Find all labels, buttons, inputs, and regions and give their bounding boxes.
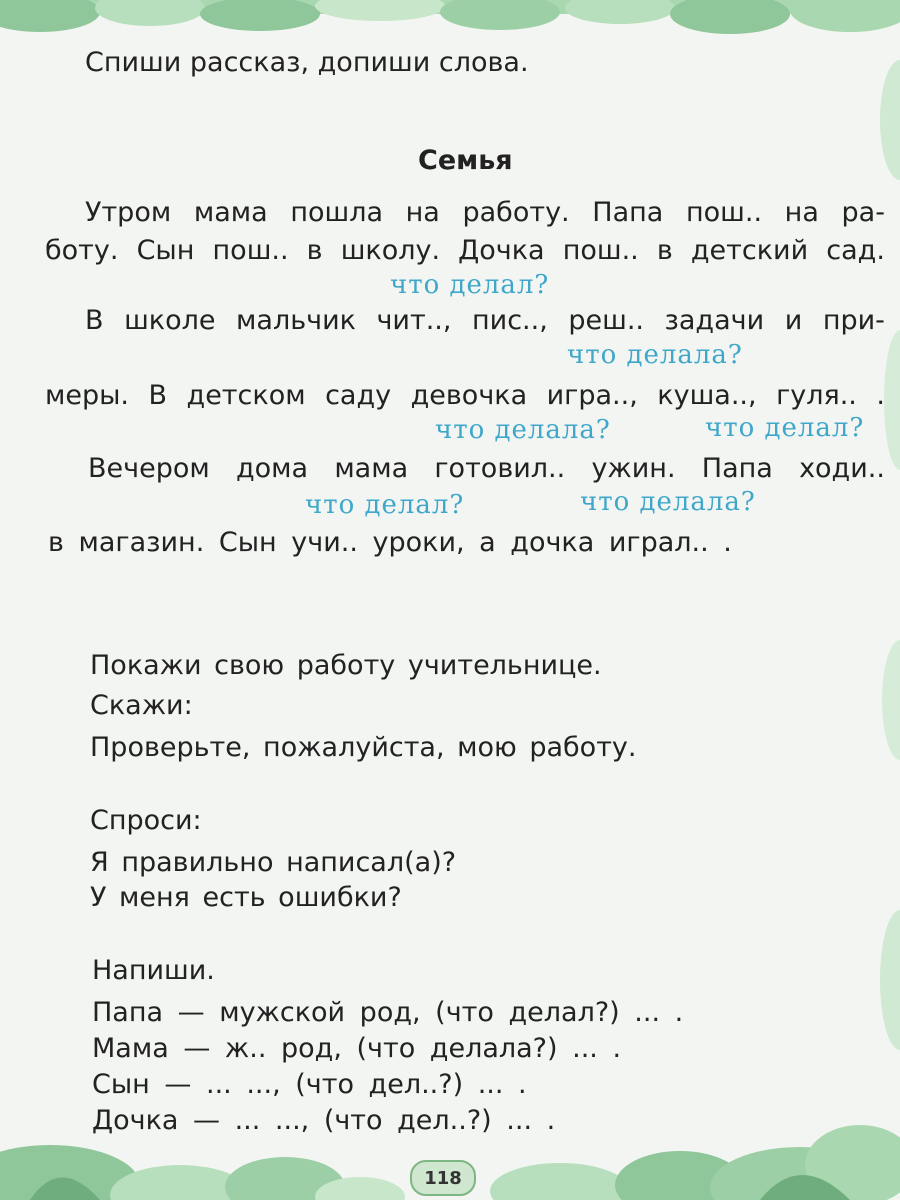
show-instruction: Покажи свою работу учительнице. xyxy=(90,650,602,681)
say-text: Проверьте, пожалуйста, мою работу. xyxy=(90,732,637,763)
word: ра- xyxy=(841,197,885,228)
word: В xyxy=(85,305,104,336)
word: и xyxy=(784,305,803,336)
word: Утром xyxy=(85,197,172,228)
word: Папа xyxy=(592,197,664,228)
word: мама xyxy=(334,453,409,484)
word: готовил.. xyxy=(434,453,566,484)
page-number: 118 xyxy=(410,1160,476,1196)
word: чит.., xyxy=(376,305,452,336)
hint-what-did-she: что делала? xyxy=(435,415,611,445)
word: боту. xyxy=(45,235,119,266)
word: детский xyxy=(690,235,809,266)
hint-what-did-he: что делал? xyxy=(390,270,550,300)
word: в xyxy=(656,235,673,266)
word: девочка xyxy=(410,380,528,411)
hint-what-did-he: что делал? xyxy=(305,490,465,520)
word: Папа xyxy=(701,453,773,484)
write-line-1: Папа — мужской род, (что делал?) ... . xyxy=(92,997,684,1028)
word: В xyxy=(148,380,168,411)
word: пош.. xyxy=(562,235,639,266)
story-line-5 xyxy=(88,453,885,485)
word: дома xyxy=(235,453,309,484)
word: мальчик xyxy=(236,305,356,336)
hint-what-did-she: что делала? xyxy=(567,340,743,370)
hint-what-did-he: что делал? xyxy=(705,413,865,443)
word: сад. xyxy=(826,235,885,266)
word: мама xyxy=(193,197,268,228)
word: пис.., xyxy=(472,305,548,336)
word: при- xyxy=(822,305,885,336)
word: работу. xyxy=(462,197,570,228)
word: детском xyxy=(186,380,306,411)
leaf-border-top xyxy=(0,0,900,40)
story-line-2 xyxy=(45,235,885,267)
word: Вечером xyxy=(88,453,210,484)
word: пош.. xyxy=(685,197,763,228)
word: куша.., xyxy=(657,380,757,411)
say-label: Скажи: xyxy=(90,690,193,721)
story-line-4 xyxy=(45,380,885,412)
word: на xyxy=(405,197,440,228)
word: меры. xyxy=(45,380,130,411)
ask-line-2: У меня есть ошибки? xyxy=(90,882,402,913)
word: пош.. xyxy=(212,235,289,266)
word: школу. xyxy=(340,235,441,266)
word: саду xyxy=(325,380,392,411)
word: гуля.. xyxy=(776,380,857,411)
leaf-border-right xyxy=(860,0,900,1200)
hint-what-did-she: что делала? xyxy=(580,487,756,517)
word: пошла xyxy=(290,197,384,228)
ask-line-1: Я правильно написал(а)? xyxy=(90,847,457,878)
story-line-1 xyxy=(85,197,885,229)
write-line-4: Дочка — ... ..., (что дел..?) ... . xyxy=(92,1105,556,1136)
write-line-3: Сын — ... ..., (что дел..?) ... . xyxy=(92,1069,527,1100)
write-line-2: Мама — ж.. род, (что делала?) ... . xyxy=(92,1033,622,1064)
word: игра.., xyxy=(546,380,638,411)
ask-label: Спроси: xyxy=(90,805,202,836)
word: задачи xyxy=(664,305,765,336)
write-label: Напиши. xyxy=(92,955,215,986)
word: реш.. xyxy=(568,305,644,336)
story-title: Семья xyxy=(418,145,513,176)
story-line-6: в магазин. Сын учи.. уроки, а дочка играл.. . xyxy=(48,527,732,558)
word: ужин. xyxy=(591,453,676,484)
word: . xyxy=(876,380,885,411)
instruction: Спиши рассказ, допиши слова. xyxy=(85,47,529,78)
word: ходи.. xyxy=(799,453,885,484)
word: Сын xyxy=(136,235,195,266)
story-line-3 xyxy=(85,305,885,337)
word: на xyxy=(784,197,819,228)
word: Дочка xyxy=(458,235,545,266)
word: в xyxy=(306,235,323,266)
word: школе xyxy=(124,305,216,336)
